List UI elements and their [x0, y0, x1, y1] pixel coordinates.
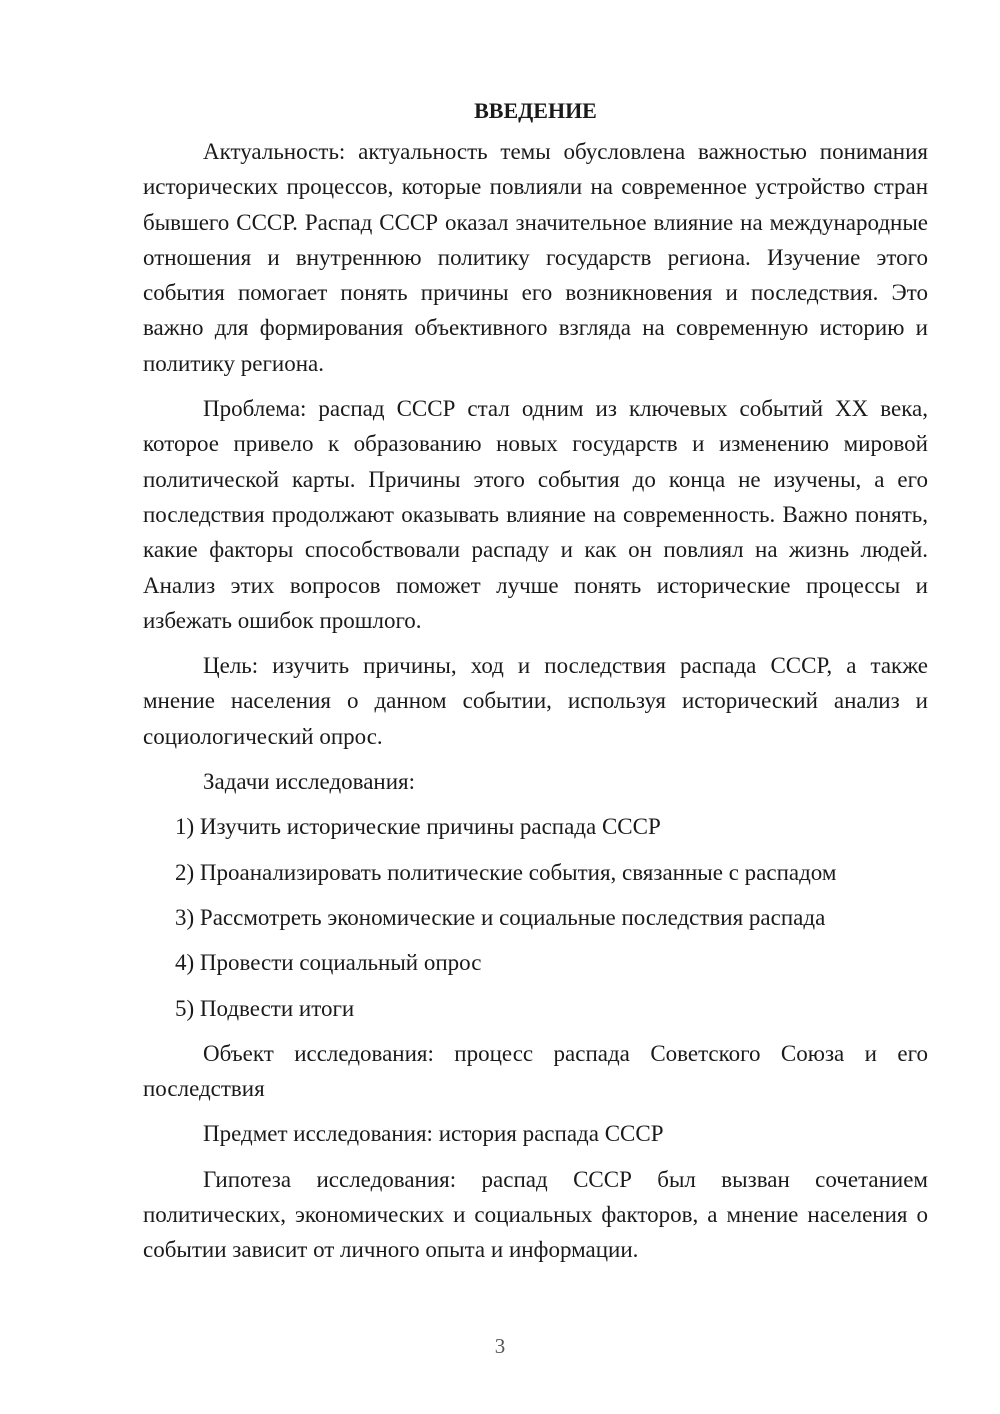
task-item-3: 3) Рассмотреть экономические и социальные последствия распада: [175, 904, 826, 930]
task-item-1: 1) Изучить исторические причины распада СССР: [175, 814, 661, 840]
paragraph-hypothesis: Гипотеза исследования: распад СССР был вызван сочетанием политических, экономических и социальных факторов, а мнение населения о событии зависит от личного опыта и информации.: [143, 1166, 928, 1263]
task-item-4: 4) Провести социальный опрос: [175, 950, 482, 976]
document-page: [143, 96, 928, 1278]
task-list: [143, 809, 928, 1025]
task-item-5: 5) Подвести итоги: [175, 995, 355, 1021]
paragraph-subject: Предмет исследования: история распада СССР: [203, 1121, 664, 1147]
task-item-2: 2) Проанализировать политические события, связанные с распадом: [175, 859, 837, 885]
paragraph-goal: Цель: изучить причины, ход и последствия распада СССР, а также мнение населения о данном событии, используя исторический анализ и социологический опрос.: [143, 653, 928, 749]
page-title: ВВЕДЕНИЕ: [474, 98, 597, 123]
paragraph-relevance: Актуальность: актуальность темы обусловлена важностью понимания исторических процессов, которые повлияли на современное устройство стран бывшего СССР. Распад СССР оказал значительное влияние на международные отношения и внутреннюю политику государств региона. Изучение этого события помогает понять причины его возникновения и последствия. Это важно для формирования объективного взгляда на современную историю и политику региона.: [143, 139, 928, 376]
paragraph-object: Объект исследования: процесс распада Советского Союза и его последствия: [143, 1040, 928, 1102]
tasks-heading: Задачи исследования:: [203, 769, 416, 795]
paragraph-problem: Проблема: распад СССР стал одним из ключевых событий XX века, которое привело к образованию новых государств и изменению мировой политической карты. Причины этого события до конца не изучены, а его последствия продолжают оказывать влияние на современность. Важно понять, какие факторы способствовали распаду и как он повлиял на жизнь людей. Анализ этих вопросов поможет лучше понять исторические процессы и избежать ошибок прошлого.: [143, 396, 928, 633]
page-number: 3: [494, 1334, 506, 1358]
